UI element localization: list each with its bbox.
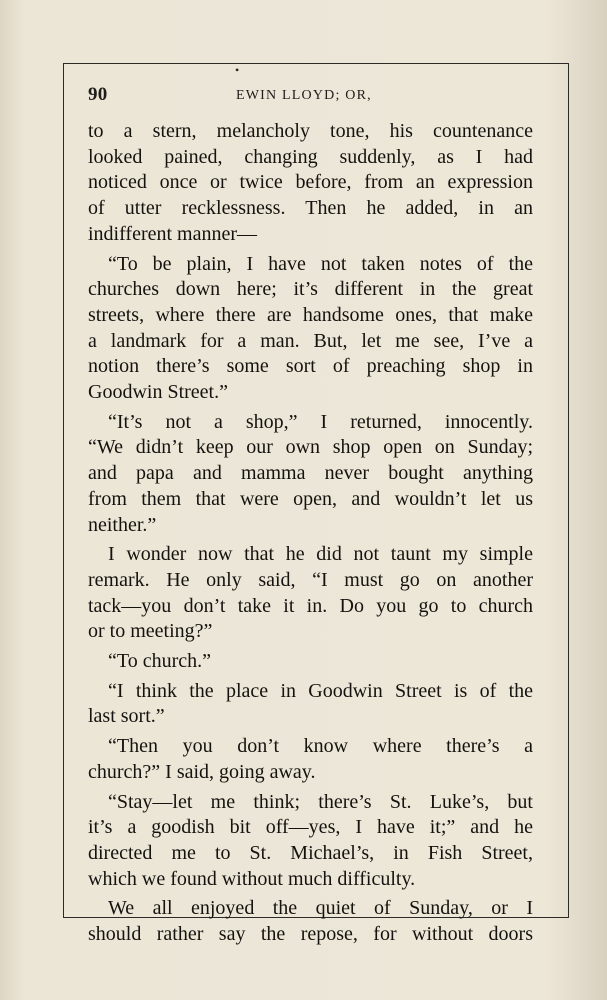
running-head: EWIN LLOYD; OR, [236,88,372,103]
text-line: We all enjoyed the quiet of Sunday, or I [108,897,533,920]
page-header [88,84,532,112]
text-line: of utter recklessness. Then he added, in an [88,197,533,220]
text-line: “Stay—let me think; there’s St. Luke’s, but [108,790,533,813]
text-line: churches down here; it’s different in the great [88,278,533,301]
text-line: church?” I said, going away. [88,760,316,783]
text-line: I wonder now that he did not taunt my simple [108,543,533,566]
text-line: which we found without much difficulty. [88,867,416,890]
text-line: notion there’s some sort of preaching shop in [88,355,533,378]
text-line: Goodwin Street.” [88,381,228,404]
text-line: last sort.” [88,705,165,728]
text-line: “It’s not a shop,” I returned, innocently. [108,410,533,433]
text-line: a landmark for a man. But, let me see, I’ve a [88,329,533,352]
text-line: it’s a goodish bit off—yes, I have it;” and he [88,816,533,839]
text-line: “To church.” [108,650,211,673]
text-line: directed me to St. Michael’s, in Fish Street, [88,841,533,864]
text-line: to a stern, melancholy tone, his countenance [88,120,533,142]
text-line: should rather say the repose, for without doors [88,923,533,946]
text-line: “We didn’t keep our own shop open on Sunday; [88,436,533,459]
text-line: “I think the place in Goodwin Street is of the [108,679,533,702]
text-line: or to meeting?” [88,620,213,643]
text-line: neither.” [88,513,157,536]
text-line: looked pained, changing suddenly, as I had [88,145,533,168]
text-line: indifferent manner— [88,222,258,245]
text-line: “To be plain, I have not taken notes of the [108,252,533,275]
text-line: from them that were open, and wouldn’t let us [88,487,533,510]
frame-mark: • [235,63,240,77]
text-line: noticed once or twice before, from an expression [88,171,533,194]
text-line: “Then you don’t know where there’s a [108,735,533,758]
text-line: tack—you don’t take it in. Do you go to church [88,594,533,617]
text-line: and papa and mamma never bought anything [88,462,533,485]
page-number: 90 [88,84,108,105]
text-line: streets, where there are handsome ones, that make [88,303,533,326]
text-line: remark. He only said, “I must go on another [88,568,533,591]
body-text [88,119,533,948]
